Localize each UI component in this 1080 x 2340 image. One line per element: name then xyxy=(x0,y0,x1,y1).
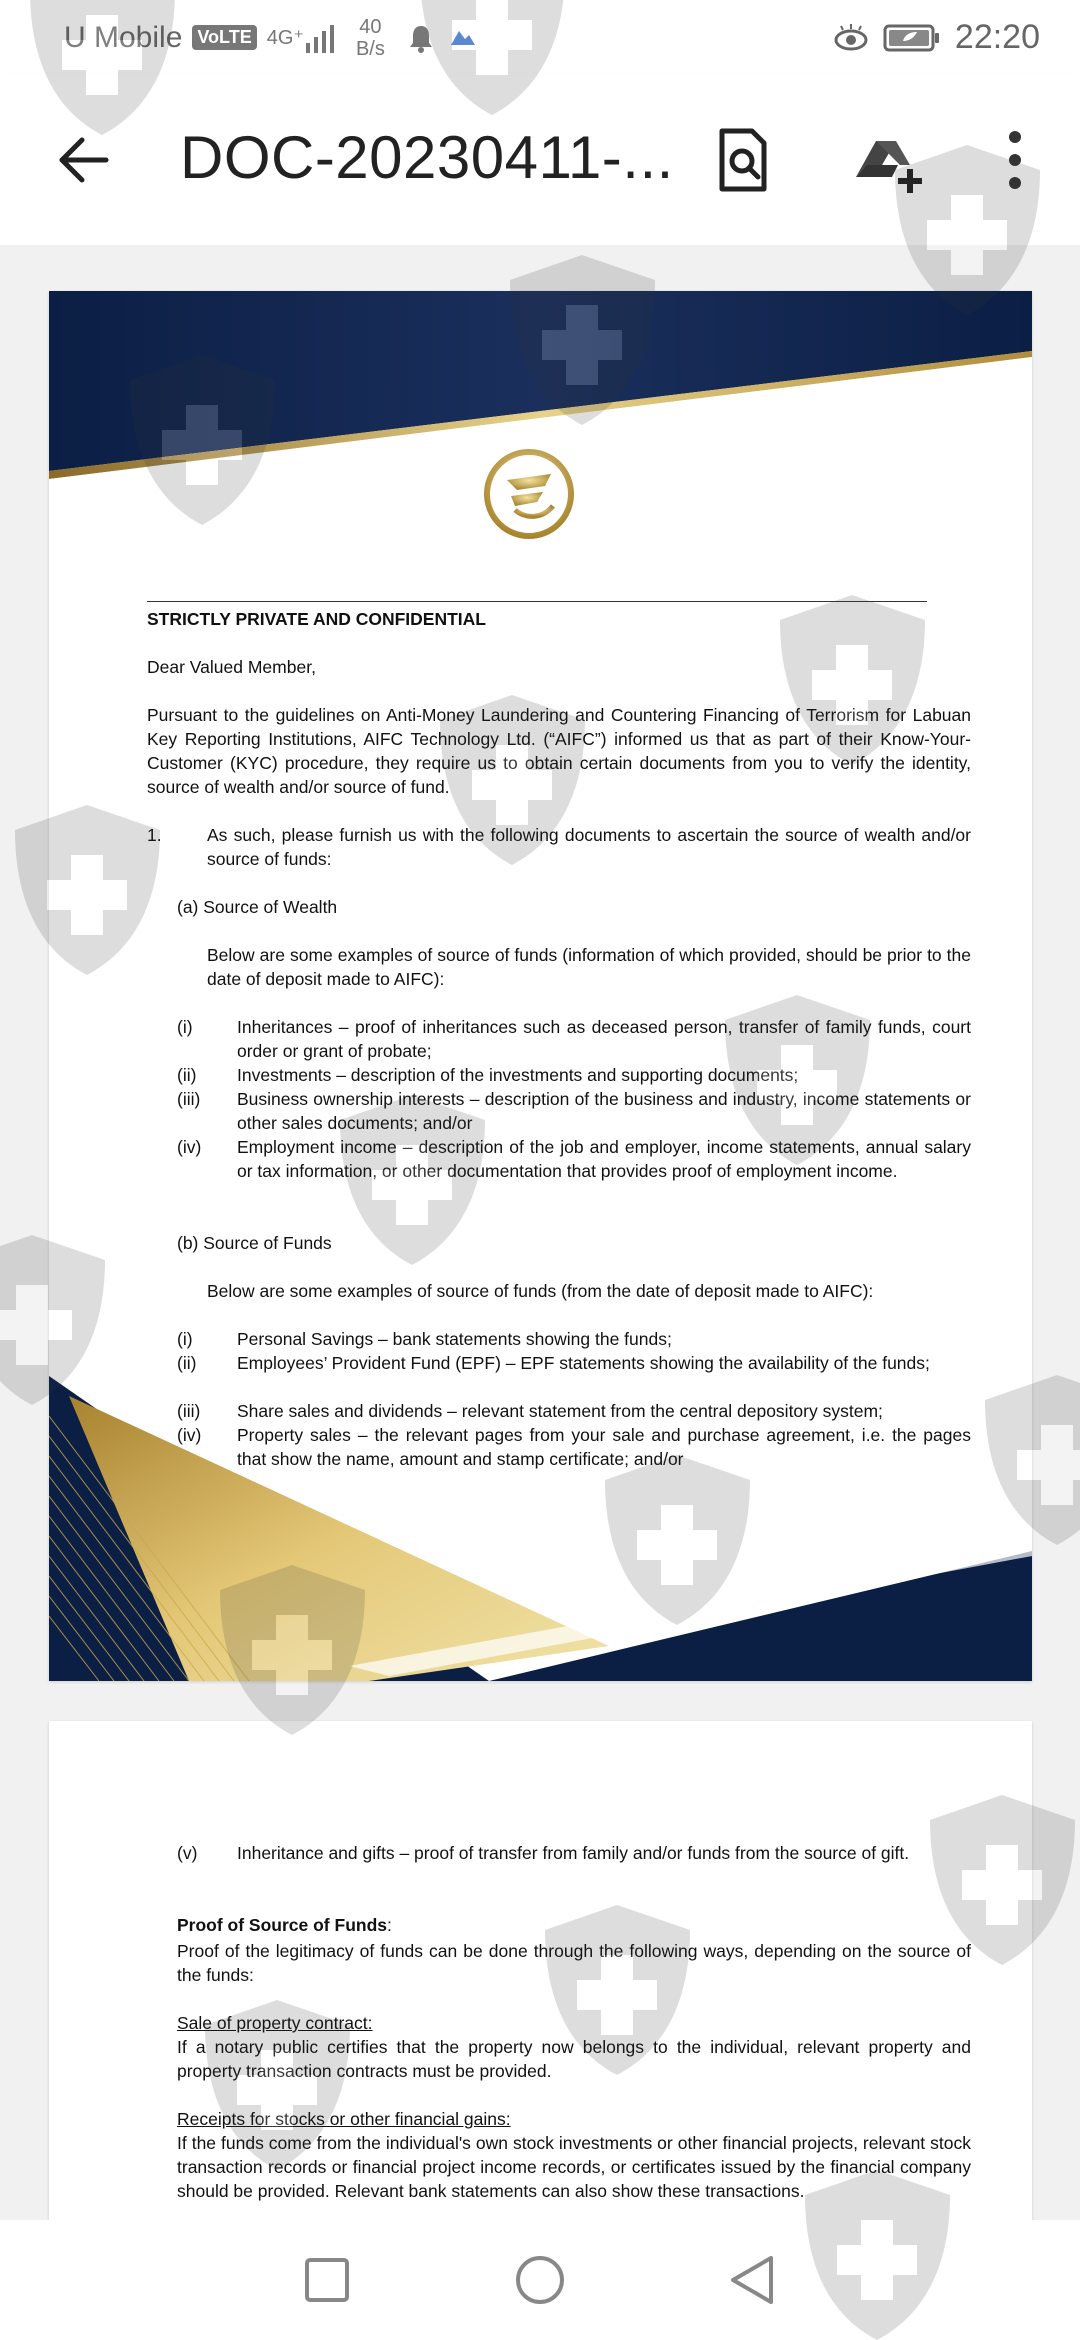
eye-comfort-icon xyxy=(833,23,869,53)
speed-unit: B/s xyxy=(355,37,385,60)
document-page-2 xyxy=(49,1721,1032,2220)
confidential-heading: STRICTLY PRIVATE AND CONFIDENTIAL xyxy=(147,609,486,629)
clock: 22:20 xyxy=(954,18,1040,56)
funds-item-num: (iii) xyxy=(177,1401,201,1421)
battery-icon xyxy=(883,23,941,53)
wealth-item-text: Employment income – description of the job and employer, income statements, annual salary or tax information, or other documentation that provides proof of employment income. xyxy=(237,1137,971,1181)
property-text: If a notary public certifies that the property now belongs to the individual, relevant property and property transaction contracts must be provided. xyxy=(177,2037,971,2081)
stocks-text: If the funds come from the individual's own stock investments or other financial projects, relevant stock transaction records or financial project income records, or certificates issued by the financial company should be provided. Relevant bank statements can also show these transactions. xyxy=(177,2133,971,2201)
bell-icon xyxy=(407,23,435,53)
source-of-wealth-heading: (a) Source of Wealth xyxy=(177,897,338,917)
document-title: DOC-20230411-... xyxy=(180,124,674,191)
signal-icon xyxy=(267,23,338,53)
wealth-item-num: (iii) xyxy=(177,1089,201,1109)
wealth-item-num: (i) xyxy=(177,1017,193,1037)
cloud-drive-icon xyxy=(447,27,477,49)
salutation: Dear Valued Member, xyxy=(147,657,316,677)
status-bar xyxy=(0,0,1080,75)
document-search-icon[interactable] xyxy=(708,125,778,195)
funds-item-num: (ii) xyxy=(177,1353,197,1373)
arrow-left-icon[interactable] xyxy=(54,130,114,190)
wealth-item-text: Inheritances – proof of inheritances such as deceased person, transfer of family funds, court order or grant of probate; xyxy=(237,1017,971,1061)
volte-badge: VoLTE xyxy=(192,25,256,50)
signal-bars-icon xyxy=(304,23,338,53)
triangle-back-icon[interactable] xyxy=(723,2250,783,2310)
funds-intro: Below are some examples of source of funds (from the date of deposit made to AIFC): xyxy=(207,1281,874,1301)
item-1-text: As such, please furnish us with the following documents to ascertain the source of wealth and/or source of funds: xyxy=(207,825,971,869)
circle-icon[interactable] xyxy=(510,2250,570,2310)
wealth-item-text: Investments – description of the investments and supporting documents; xyxy=(237,1065,799,1085)
property-heading: Sale of property contract: xyxy=(177,2013,373,2033)
proof-intro: Proof of the legitimacy of funds can be done through the following ways, depending on the source of the funds: xyxy=(177,1941,971,1985)
document-viewer[interactable] xyxy=(0,245,1080,2220)
wealth-item-text: Business ownership interests – description of the business and industry, income statements or other sales documents; and/or xyxy=(237,1089,971,1133)
funds-item-text: Property sales – the relevant pages from your sale and purchase agreement, i.e. the pages that show the name, amount and stamp certificate; and/or xyxy=(237,1425,971,1469)
footer-artwork xyxy=(49,1376,1032,1681)
square-icon[interactable] xyxy=(297,2250,357,2310)
wealth-item-num: (ii) xyxy=(177,1065,197,1085)
more-vert-icon[interactable] xyxy=(1000,125,1030,195)
funds-item-text: Employees’ Provident Fund (EPF) – EPF statements showing the availability of the funds; xyxy=(237,1353,930,1373)
funds-item-text: Personal Savings – bank statements showing the funds; xyxy=(237,1329,672,1349)
wealth-intro: Below are some examples of source of funds (information of which provided, should be prior to the date of deposit made to AIFC): xyxy=(207,945,971,989)
stocks-heading: Receipts for stocks or other financial gains: xyxy=(177,2109,511,2129)
company-logo-icon xyxy=(481,446,577,542)
funds-item-text: Share sales and dividends – relevant statement from the central depository system; xyxy=(237,1401,883,1421)
item-1-number: 1. xyxy=(147,825,162,845)
network-speed xyxy=(356,16,385,60)
header-rule xyxy=(147,601,927,602)
proof-heading-label: Proof of Source of Funds xyxy=(177,1915,387,1935)
proof-heading xyxy=(177,1913,392,1937)
page2-item-num: (v) xyxy=(177,1843,198,1863)
app-bar xyxy=(0,75,1080,245)
carrier-name: U Mobile xyxy=(64,20,183,54)
proof-heading-colon: : xyxy=(387,1915,392,1935)
intro-paragraph: Pursuant to the guidelines on Anti-Money Laundering and Countering Financing of Terrorism for Labuan Key Reporting Institutions, AIFC Technology Ltd. (“AIFC”) informed us that as part of their Know-Your-Customer (KYC) procedure, they require us to obtain certain documents from you to verify the identity, source of wealth and/or source of fund. xyxy=(147,705,971,797)
navigation-bar xyxy=(0,2220,1080,2340)
speed-value: 40 xyxy=(359,15,382,38)
funds-item-num: (iv) xyxy=(177,1425,202,1445)
drive-add-icon[interactable] xyxy=(852,125,928,195)
page2-item-text: Inheritance and gifts – proof of transfer from family and/or funds from the source of gift. xyxy=(237,1843,910,1863)
network-type: 4G⁺ xyxy=(266,27,304,49)
source-of-funds-heading: (b) Source of Funds xyxy=(177,1233,332,1253)
wealth-item-num: (iv) xyxy=(177,1137,202,1157)
document-page-1 xyxy=(49,291,1032,1681)
funds-item-num: (i) xyxy=(177,1329,193,1349)
